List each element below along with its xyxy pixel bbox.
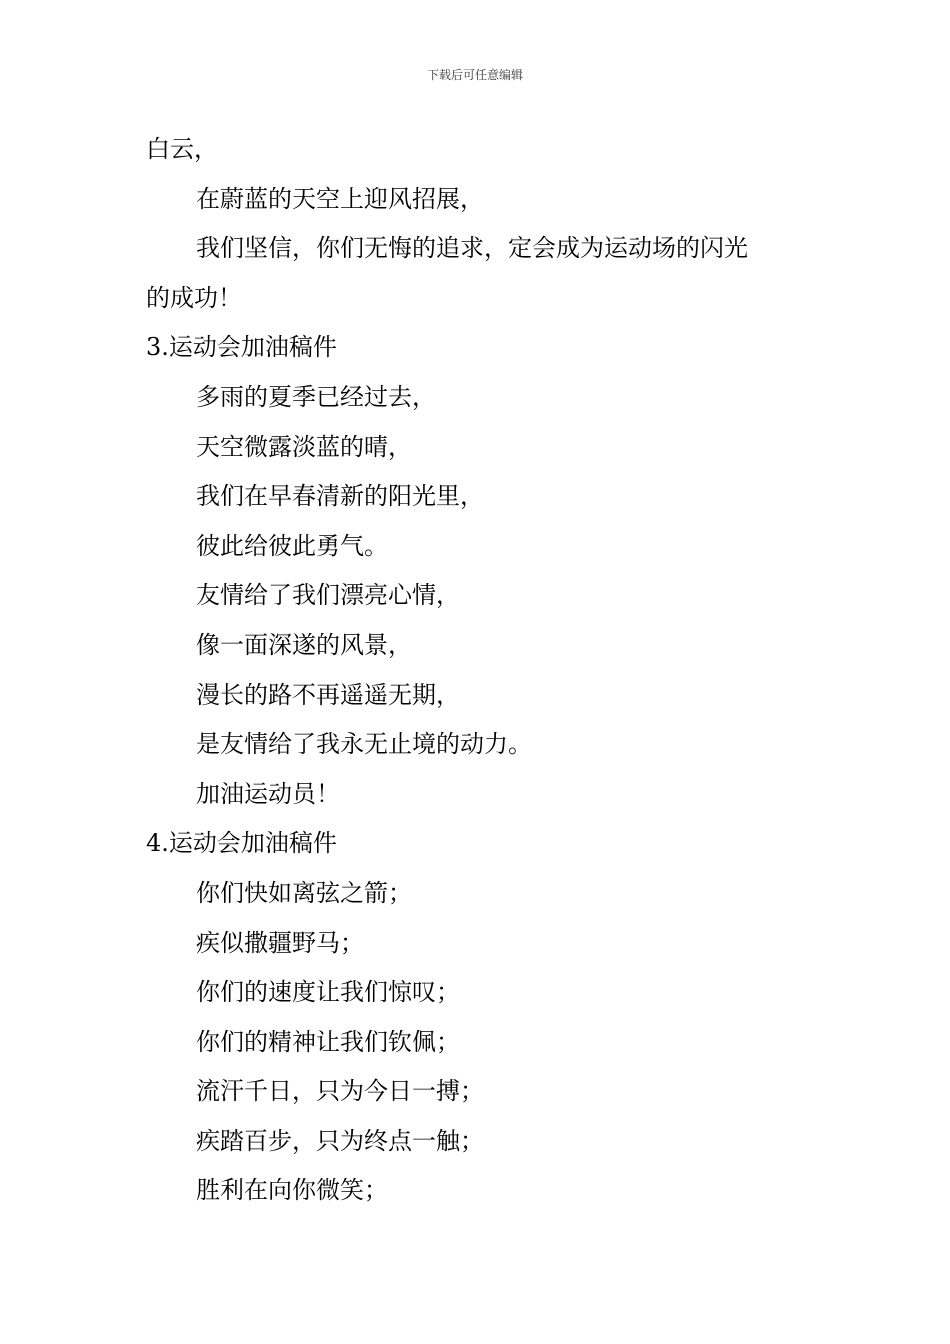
text-line: 友情给了我们漂亮心情，: [196, 581, 460, 610]
text-line: 加油运动员！: [196, 779, 340, 808]
text-line: 是友情给了我永无止境的动力。: [196, 730, 532, 759]
text-line: 你们的精神让我们钦佩；: [196, 1027, 460, 1056]
document-body: [146, 128, 826, 1219]
text-line: 你们快如离弦之箭；: [196, 878, 412, 907]
text-line: 疾踏百步，只为终点一触；: [196, 1126, 484, 1155]
text-line: 多雨的夏季已经过去，: [196, 382, 436, 411]
text-line: 彼此给彼此勇气。: [196, 531, 388, 560]
text-line: 胜利在向你微笑；: [196, 1176, 388, 1205]
section-heading: 4.运动会加油稿件: [146, 829, 337, 858]
text-line: 白云，: [146, 135, 218, 163]
text-line: 漫长的路不再遥遥无期，: [196, 680, 460, 709]
text-line: 我们在早春清新的阳光里，: [196, 482, 484, 511]
text-line: 我们坚信，你们无悔的追求，定会成为运动场的闪光: [196, 234, 748, 263]
text-line: 你们的速度让我们惊叹；: [196, 978, 460, 1007]
text-line: 天空微露淡蓝的晴，: [196, 432, 412, 461]
text-line: 像一面深遂的风景，: [196, 630, 412, 659]
section-heading: 3.运动会加油稿件: [146, 333, 337, 362]
text-line: 的成功！: [146, 283, 242, 312]
text-line: 疾似撒疆野马；: [196, 928, 364, 957]
page-header: 下载后可任意编辑: [426, 68, 523, 82]
text-line: 流汗千日，只为今日一搏；: [196, 1077, 484, 1106]
text-line: 在蔚蓝的天空上迎风招展，: [196, 184, 484, 213]
